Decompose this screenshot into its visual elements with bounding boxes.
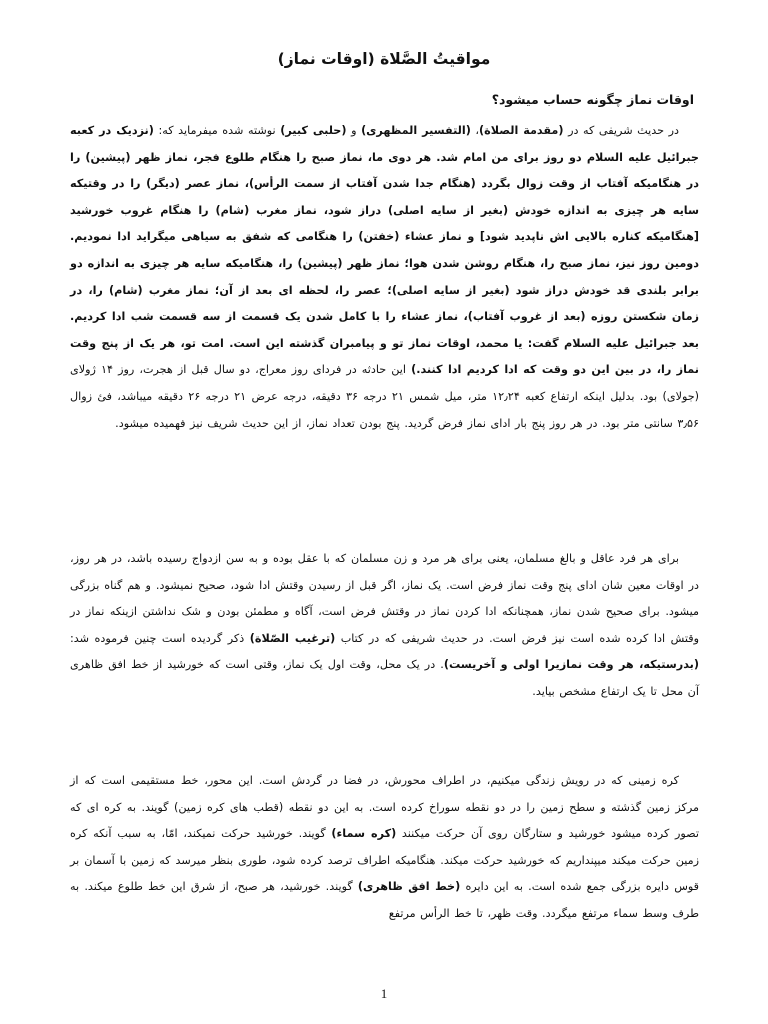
paragraph	[70, 546, 699, 706]
page-title: مواقیتُ الصَّلاة (اوقات نماز)	[277, 50, 491, 68]
bold-text-segment: (بدرستیکه، هر وقت نمازیرا اولی و آخریست)	[443, 658, 699, 672]
text-segment: نوشته شده میفرماید که:	[153, 124, 281, 137]
bold-text-segment: (مقدمة الصلاة)	[479, 124, 564, 137]
text-segment: برای هر فرد عاقل و بالغ مسلمان، یعنی برای هر مرد و زن مسلمان که با عقل بوده و به سن ازدواج رسیده باشد، در هر روز، در اوقات معین شان ادای پنج وقت نماز فرض است. یک نماز، اگر قبل از رسیدن وقتش ادا شود، صحیح نمیشود. و هم گناه بزرگی میشود. برای صحیح شدن نماز، همچنانکه ادا کردن نماز در وقتش فرض است، آگاه و مطمئن بودن و شک نداشتن ازینکه نماز در وقتش ادا کرده شده است نیز فرض است. در حدیث شریفی که در کتاب	[70, 552, 700, 645]
text-segment: ،	[470, 124, 480, 137]
text-segment: . در یک محل، وقت اول یک نماز، وقتی است که خورشید از خط افق ظاهری آن محل تا یک ارتفاع مشخص بیاید.	[70, 658, 699, 698]
paragraph	[70, 768, 699, 928]
text-segment: گویند. خورشید، هر صبح، از شرق این خط طلوع میکند. به طرف وسط سماء مرتفع میگردد. وقت ظهر، تا خط الرأس مرتفع	[70, 880, 699, 920]
bold-text-segment: (التفسیر المظهری)	[361, 124, 471, 137]
text-segment: ذکر گردیده است چنین فرموده شد:	[70, 631, 250, 645]
bold-text-segment: (نزدیک در کعبه جبرائیل علیه السلام دو روز برای من امام شد. هر دوی ما، نماز صبح را هنگام طلوع فجر، نماز ظهر (پیشین) را در هنگامیکه آفتاب از وقت زوال بگردد (هنگام جدا شدن آفتاب از سمت الرأس)، نماز عصر (دیگر) را در وقتیکه سایه هر چیزی به اندازه خودش (بغیر از سایه اصلی) دراز شود، نماز مغرب (شام) را هنگام غروب خورشید [هنگامیکه کناره بالایی اش ناپدید شود] و نماز عشاء (خفتن) را هنگامی که شفق به سیاهی میگراید ادا نمودیم. دومین روز نیز، نماز صبح را، هنگام روشن شدن هوا؛ نماز ظهر (پیشین) را، هنگامیکه سایه هر چیزی به اندازه دو برابر بلندی قد خودش دراز شود (بغیر از سایه اصلی)؛ عصر را، لحظه ای بعد از آن؛ نماز مغرب (شام) را، در زمان شکستن روزه (بعد از غروب آفتاب)، نماز عشاء را با کامل شدن یک قسمت از سه قسمت شب ادا کردیم. بعد جبرائیل علیه السلام گفت: یا محمد، اوقات نماز تو و پیامبران گذشته این است. امت تو، هر یک از پنج وقت نماز را، در بین این دو وقت که ادا کردیم ادا کنند.)	[70, 124, 700, 377]
text-segment: و	[346, 124, 362, 137]
bold-text-segment: (کره سماء)	[331, 827, 397, 841]
section-heading: اوقات نماز چگونه حساب میشود؟	[491, 92, 694, 107]
bold-text-segment: (ترغیب الصّلاة)	[249, 631, 336, 645]
text-segment: این حادثه در فردای روز معراج، دو سال قبل از هجرت، روز ۱۴ ژولای (جولای) بود. بدلیل اینکه ارتفاع کعبه ۱۲٫۲۴ متر، میل شمس ۲۱ درجه ۳۶ دقیقه، درجه عرض ۲۱ درجه ۲۶ دقیقه میباشد، فیٔ زوال ۳٫۵۶ سانتی متر بود. در هر روز پنج بار ادای نماز فرض گردید. پنج بودن تعداد نماز، از این حدیث شریف نیز فهمیده میشود.	[70, 363, 700, 430]
bold-text-segment: (خط افق ظاهری)	[357, 880, 461, 894]
bold-text-segment: (حلبی کبیر)	[280, 124, 347, 137]
text-segment: کره زمینی که در رویش زندگی میکنیم، در اطراف محورش، در فضا در گردش است. این محور، خط مستقیمی است که از مرکز زمین گذشته و سطح زمین را در دو نقطه سوراخ کرده است. به این دو نقطه (قطب های کره زمین) گویند. به کره ای که تصور کرده میشود خورشید و ستارگان روی آن حرکت میکنند	[70, 774, 700, 841]
text-segment: در حدیث شریفی که در	[563, 124, 680, 137]
paragraph	[70, 118, 699, 437]
text-segment: گویند. خورشید حرکت نمیکند، امّا، به سبب آنکه کره زمین حرکت میکند میپنداریم که خورشید حرکت میکند. هنگامیکه اطراف ترصد کرده شود، طوری بنظر میرسد که زمین با آسمان بر قوس دایره بزرگی جمع شده است. به این دایره	[70, 827, 699, 894]
page-number: 1	[380, 986, 388, 1001]
